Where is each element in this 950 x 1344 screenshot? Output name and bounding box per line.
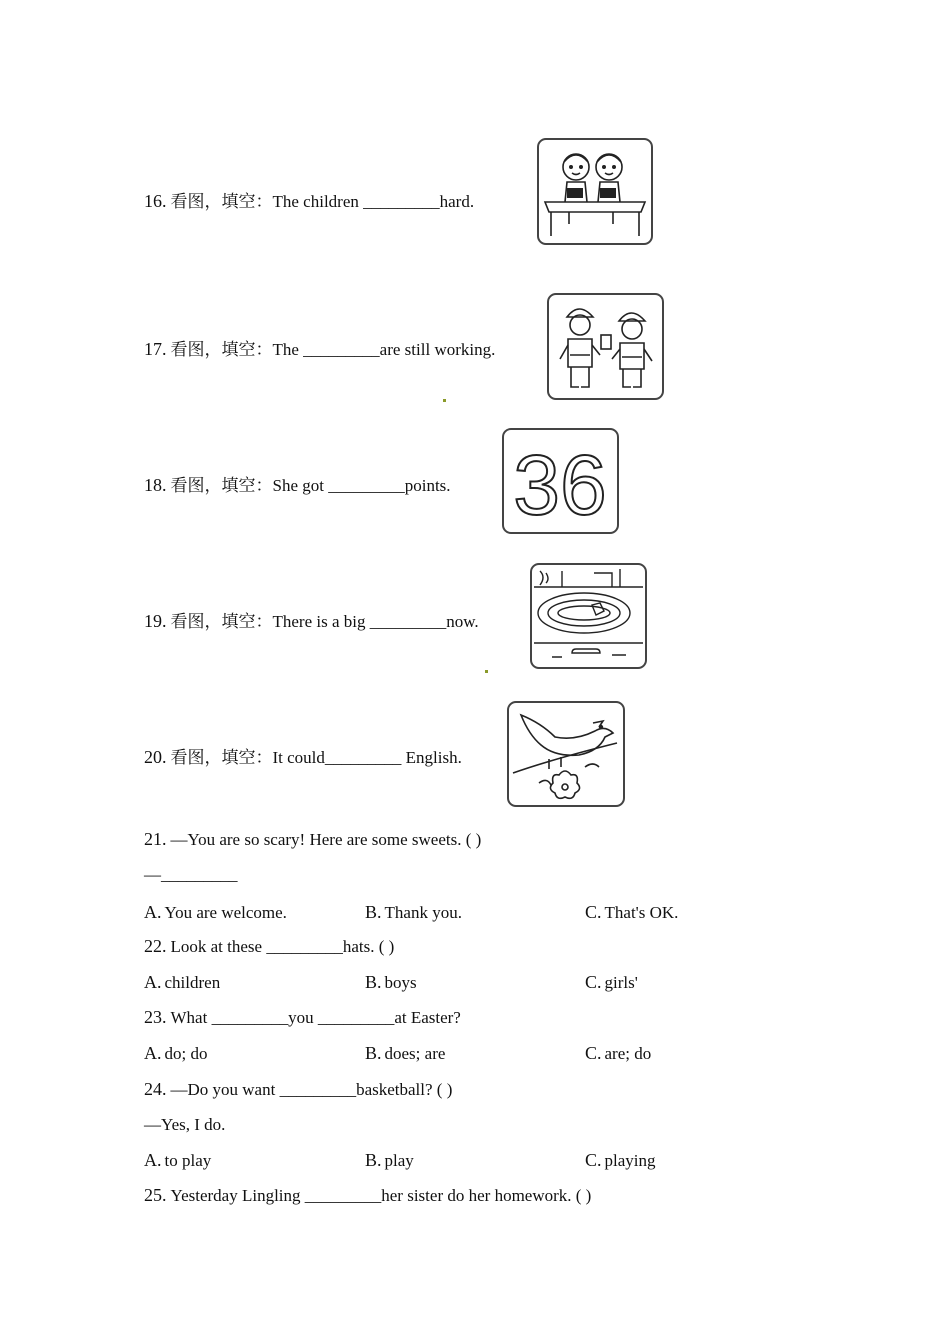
number-36-icon: [504, 430, 617, 532]
question-text: 看图，填空：There is a big _________now.: [170, 612, 479, 631]
option-text: does; are: [384, 1044, 446, 1063]
option-letter: A.: [144, 1150, 162, 1170]
question-text: 看图，填空：The children _________hard.: [170, 192, 475, 211]
stray-dot: [485, 670, 488, 673]
option-letter: A.: [144, 1043, 162, 1063]
option-b: [365, 1043, 445, 1064]
option-text: children: [164, 973, 221, 992]
answer-line: —_________: [144, 865, 238, 884]
question-text: Look at these _________hats. ( ): [170, 937, 395, 956]
option-text: girls': [604, 973, 638, 992]
option-c: [585, 1043, 651, 1064]
stray-dot: [443, 399, 446, 402]
playground-picture: [530, 563, 647, 669]
children-at-desk-picture: [537, 138, 653, 245]
option-letter: B.: [365, 972, 382, 992]
bird-picture: [507, 701, 625, 807]
question-number: 24.: [144, 1079, 167, 1099]
question-text: 看图，填空：The _________are still working.: [170, 340, 496, 359]
question-text: —Do you want _________basketball? ( ): [170, 1080, 453, 1099]
option-a: [144, 1150, 211, 1171]
option-b: [365, 972, 417, 993]
question-25: [144, 1185, 591, 1206]
option-text: Thank you.: [384, 903, 462, 922]
bird-icon: [509, 703, 623, 805]
number-36-picture: [502, 428, 619, 534]
question-20: [144, 743, 462, 768]
children-at-desk-icon: [539, 140, 651, 243]
option-letter: A.: [144, 972, 162, 992]
option-text: boys: [384, 973, 417, 992]
question-number: 18.: [144, 475, 167, 495]
option-text: do; do: [164, 1044, 208, 1063]
option-a: [144, 902, 287, 923]
question-number: 16.: [144, 191, 167, 211]
question-number: 23.: [144, 1007, 167, 1027]
question-21: [144, 829, 481, 850]
question-text: Yesterday Lingling _________her sister do her homework. ( ): [170, 1186, 592, 1205]
question-text: 看图，填空：She got _________points.: [170, 476, 451, 495]
option-letter: B.: [365, 902, 382, 922]
option-letter: B.: [365, 1150, 382, 1170]
question-number: 25.: [144, 1185, 167, 1205]
question-19: [144, 607, 479, 632]
question-18: [144, 471, 451, 496]
option-letter: A.: [144, 902, 162, 922]
question-17: [144, 335, 495, 360]
option-text: to play: [164, 1151, 212, 1170]
option-c: [585, 972, 638, 993]
answer-line: —Yes, I do.: [144, 1115, 226, 1134]
option-c: [585, 1150, 656, 1171]
option-a: [144, 1043, 207, 1064]
question-22: [144, 936, 394, 957]
question-23: [144, 1007, 461, 1028]
question-number: 20.: [144, 747, 167, 767]
option-a: [144, 972, 220, 993]
workers-picture: [547, 293, 664, 400]
option-text: That's OK.: [604, 903, 679, 922]
question-number: 21.: [144, 829, 167, 849]
question-text: 看图，填空：It could_________ English.: [170, 748, 462, 767]
option-letter: C.: [585, 1043, 602, 1063]
option-letter: B.: [365, 1043, 382, 1063]
option-b: [365, 1150, 414, 1171]
question-24: [144, 1079, 452, 1100]
option-text: play: [384, 1151, 414, 1170]
option-letter: C.: [585, 1150, 602, 1170]
option-letter: C.: [585, 902, 602, 922]
option-c: [585, 902, 678, 923]
number-36-text: 36: [513, 438, 607, 532]
option-b: [365, 902, 462, 923]
playground-icon: [532, 565, 645, 667]
option-letter: C.: [585, 972, 602, 992]
question-number: 19.: [144, 611, 167, 631]
option-text: You are welcome.: [164, 903, 287, 922]
question-16: [144, 187, 474, 212]
question-number: 17.: [144, 339, 167, 359]
option-text: are; do: [604, 1044, 652, 1063]
question-text: —You are so scary! Here are some sweets. ( ): [170, 830, 482, 849]
question-text: What _________you _________at Easter?: [170, 1008, 461, 1027]
option-text: playing: [604, 1151, 656, 1170]
question-number: 22.: [144, 936, 167, 956]
workers-icon: [549, 295, 662, 398]
